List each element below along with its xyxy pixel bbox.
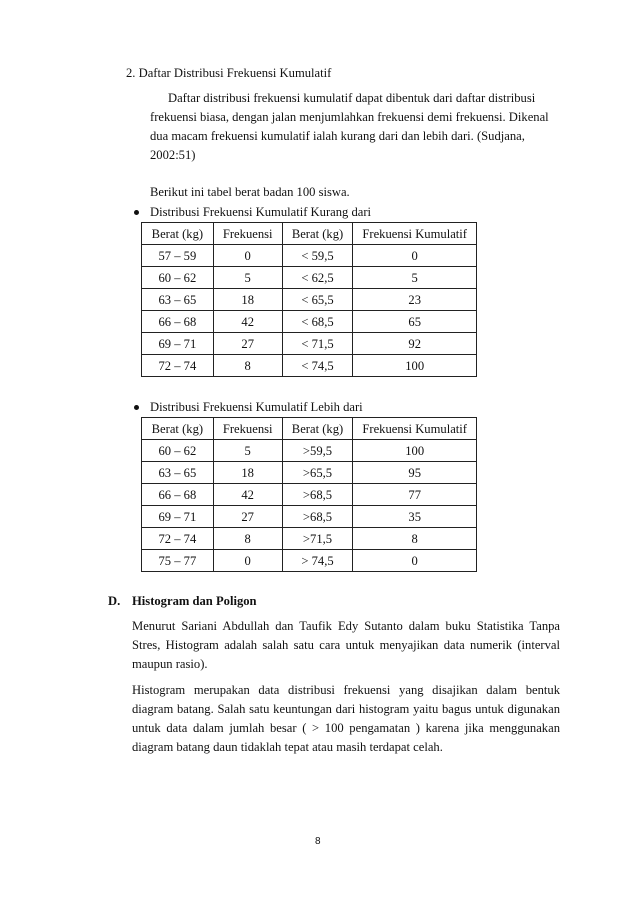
table-cell: 5 xyxy=(213,267,282,289)
table-cell: > 74,5 xyxy=(282,550,353,572)
table-cell: 0 xyxy=(353,245,477,267)
table-row xyxy=(142,267,477,289)
table-cell: >68,5 xyxy=(282,506,353,528)
table-cell: 18 xyxy=(213,462,282,484)
table-cell: 69 – 71 xyxy=(142,506,214,528)
table-row xyxy=(142,550,477,572)
header-cell: Frekuensi Kumulatif xyxy=(353,418,477,440)
table-cell: 65 xyxy=(353,311,477,333)
table-cell: 77 xyxy=(353,484,477,506)
table-cell: 57 – 59 xyxy=(142,245,214,267)
table-cell: 8 xyxy=(213,355,282,377)
table-cell: < 71,5 xyxy=(282,333,353,355)
table-row xyxy=(142,528,477,550)
table-intro-text: Berikut ini tabel berat badan 100 siswa. xyxy=(150,185,350,199)
table-cell: 0 xyxy=(353,550,477,572)
table-cell: >65,5 xyxy=(282,462,353,484)
table-cell: 60 – 62 xyxy=(142,440,214,462)
table-cell: 0 xyxy=(213,245,282,267)
table-cell: 66 – 68 xyxy=(142,484,214,506)
bullet-dot xyxy=(134,405,139,410)
table-cell: < 65,5 xyxy=(282,289,353,311)
table-row xyxy=(142,484,477,506)
table-row xyxy=(142,333,477,355)
table-cell: < 59,5 xyxy=(282,245,353,267)
table-cell: 92 xyxy=(353,333,477,355)
table-2-title: Distribusi Frekuensi Kumulatif Lebih dari xyxy=(150,400,363,414)
table-cell: 66 – 68 xyxy=(142,311,214,333)
header-cell: Frekuensi Kumulatif xyxy=(353,223,477,245)
table-row xyxy=(142,355,477,377)
header-cell: Frekuensi xyxy=(213,223,282,245)
table-cell: 5 xyxy=(353,267,477,289)
header-cell: Berat (kg) xyxy=(142,223,214,245)
section-d-paragraph-2-line-4: diagram batang daun tidaklah tepat atau masih terdapat celah. xyxy=(132,740,443,754)
cumulative-less-than-table xyxy=(141,222,477,377)
table-cell: >68,5 xyxy=(282,484,353,506)
table-cell: < 62,5 xyxy=(282,267,353,289)
section-2-paragraph-line-4: 2002:51) xyxy=(150,148,196,162)
header-cell: Berat (kg) xyxy=(282,223,353,245)
table-cell: 8 xyxy=(353,528,477,550)
table-cell: 75 – 77 xyxy=(142,550,214,572)
table-cell: 27 xyxy=(213,333,282,355)
table-cell: 27 xyxy=(213,506,282,528)
table-1-title: Distribusi Frekuensi Kumulatif Kurang dari xyxy=(150,205,372,219)
table-cell: 35 xyxy=(353,506,477,528)
header-cell: Berat (kg) xyxy=(282,418,353,440)
section-2-paragraph-line-3: dua macam frekuensi kumulatif ialah kurang dari dan lebih dari. (Sudjana, xyxy=(150,129,525,143)
header-cell: Frekuensi xyxy=(213,418,282,440)
table-row xyxy=(142,245,477,267)
table-row xyxy=(142,311,477,333)
table-cell: 72 – 74 xyxy=(142,528,214,550)
table-cell: 95 xyxy=(353,462,477,484)
section-d-paragraph-2-line-1: Histogram merupakan data distribusi frekuensi yang disajikan dalam bentuk xyxy=(132,683,560,697)
table-cell: 60 – 62 xyxy=(142,267,214,289)
table-header-row xyxy=(142,418,477,440)
table-cell: < 74,5 xyxy=(282,355,353,377)
section-d-paragraph-1-line-2: Stres, Histogram adalah salah satu cara untuk menyajikan data numerik (interval xyxy=(132,638,560,652)
section-d-paragraph-2-line-3: untuk data dalam jumlah besar ( > 100 pengamatan ) karena jika menggunakan xyxy=(132,721,560,735)
table-header-row xyxy=(142,223,477,245)
table-cell: 42 xyxy=(213,484,282,506)
table-cell: 18 xyxy=(213,289,282,311)
table-cell: 63 – 65 xyxy=(142,462,214,484)
page-number: 8 xyxy=(315,836,321,847)
table-cell: 42 xyxy=(213,311,282,333)
table-cell: 100 xyxy=(353,440,477,462)
section-d-label: D. xyxy=(108,594,121,608)
table-cell: >71,5 xyxy=(282,528,353,550)
bullet-dot xyxy=(134,210,139,215)
table-row xyxy=(142,289,477,311)
section-d-paragraph-1-line-3: maupun rasio). xyxy=(132,657,208,671)
section-2-paragraph-line-2: frekuensi biasa, dengan jalan menjumlahkan frekuensi demi frekuensi. Dikenal xyxy=(150,110,549,124)
table-cell: 72 – 74 xyxy=(142,355,214,377)
table-row xyxy=(142,440,477,462)
section-d-paragraph-1-line-1: Menurut Sariani Abdullah dan Taufik Edy Sutanto dalam buku Statistika Tanpa xyxy=(132,619,560,633)
section-d-heading: Histogram dan Poligon xyxy=(132,594,257,608)
table-cell: 5 xyxy=(213,440,282,462)
header-cell: Berat (kg) xyxy=(142,418,214,440)
table-row xyxy=(142,506,477,528)
cumulative-more-than-table xyxy=(141,417,477,572)
table-cell: 63 – 65 xyxy=(142,289,214,311)
table-cell: >59,5 xyxy=(282,440,353,462)
table-cell: 100 xyxy=(353,355,477,377)
table-cell: 69 – 71 xyxy=(142,333,214,355)
section-2-heading: 2. Daftar Distribusi Frekuensi Kumulatif xyxy=(126,66,332,80)
table-cell: 8 xyxy=(213,528,282,550)
table-cell: 23 xyxy=(353,289,477,311)
section-d-paragraph-2-line-2: diagram batang. Salah satu keuntungan dari histogram yaitu bagus untuk digunakan xyxy=(132,702,560,716)
table-cell: 0 xyxy=(213,550,282,572)
table-cell: < 68,5 xyxy=(282,311,353,333)
table-row xyxy=(142,462,477,484)
section-2-paragraph-line-1: Daftar distribusi frekuensi kumulatif dapat dibentuk dari daftar distribusi xyxy=(168,91,536,105)
